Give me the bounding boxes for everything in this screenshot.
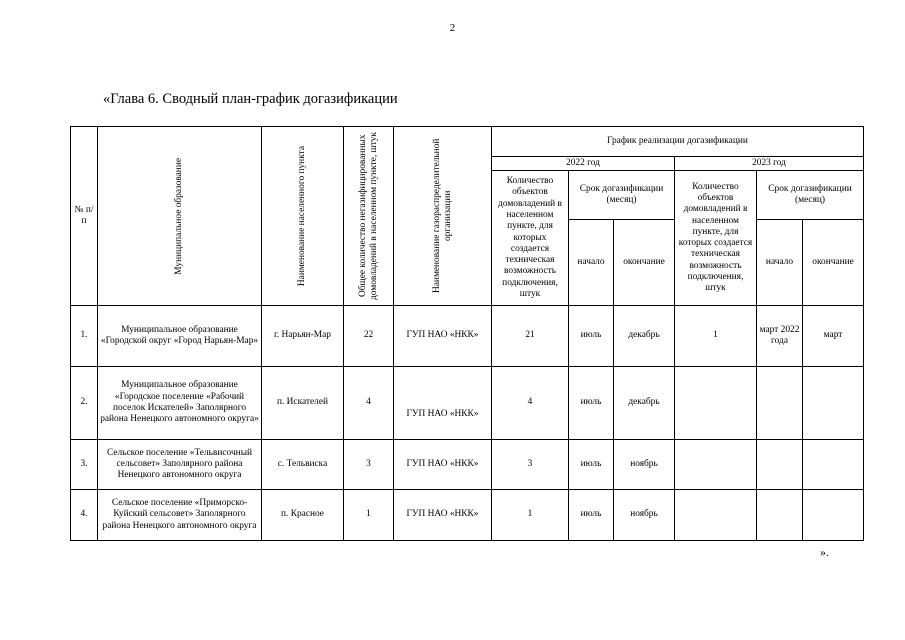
row-num: 4. [71, 490, 98, 541]
row-end-2022: декабрь [614, 306, 675, 367]
header-term-2022: Срок догазификации (месяц) [569, 171, 675, 220]
row-org: ГУП НАО «НКК» [394, 490, 492, 541]
row-start-2023 [757, 367, 803, 440]
row-org: ГУП НАО «НКК» [394, 367, 492, 440]
header-municipality: Муниципальное образование [98, 127, 262, 306]
row-start-2023 [757, 490, 803, 541]
row-org: ГУП НАО «НКК» [394, 440, 492, 490]
table-row [71, 306, 864, 367]
row-settlement: с. Тельвиска [262, 440, 344, 490]
header-count-2023: Количество объектов домовладений в населенном пункте, для которых создается техническая возможность подключения, штук [675, 171, 757, 306]
header-term-2023: Срок догазификации (месяц) [757, 171, 864, 220]
row-start-2022: июль [569, 490, 614, 541]
row-settlement: г. Нарьян-Мар [262, 306, 344, 367]
header-end-2022: окончание [614, 220, 675, 306]
table-row [71, 440, 864, 490]
row-settlement: п. Красное [262, 490, 344, 541]
table-row [71, 490, 864, 541]
row-num: 1. [71, 306, 98, 367]
row-start-2022: июль [569, 367, 614, 440]
header-year-2022: 2022 год [492, 157, 675, 171]
header-total-households: Общее количество негазифицированных домовладений в населенном пункте, штук [344, 127, 394, 306]
row-end-2022: декабрь [614, 367, 675, 440]
header-start-2022: начало [569, 220, 614, 306]
closing-quote: ». [820, 545, 829, 559]
row-end-2022: ноябрь [614, 440, 675, 490]
row-municipality: Сельское поселение «Приморско-Куйский сельсовет» Заполярного района Ненецкого автономного округа [98, 490, 262, 541]
row-count-2023 [675, 440, 757, 490]
row-start-2023: март 2022 года [757, 306, 803, 367]
row-total: 3 [344, 440, 394, 490]
header-schedule: График реализации догазификации [492, 127, 864, 157]
header-settlement: Наименование населенного пункта [262, 127, 344, 306]
chapter-heading: «Глава 6. Сводный план-график догазификации [103, 91, 398, 107]
row-count-2023: 1 [675, 306, 757, 367]
header-gas-org: Наименование газораспределительной организации [394, 127, 492, 306]
row-org: ГУП НАО «НКК» [394, 306, 492, 367]
row-count-2023 [675, 490, 757, 541]
row-total: 1 [344, 490, 394, 541]
row-start-2022: июль [569, 306, 614, 367]
row-count-2022: 1 [492, 490, 569, 541]
row-count-2022: 3 [492, 440, 569, 490]
header-num: № п/п [71, 127, 98, 306]
row-num: 3. [71, 440, 98, 490]
header-count-2022: Количество объектов домовладений в населенном пункте, для которых создается техническая возможность подключения, штук [492, 171, 569, 306]
row-end-2023 [803, 440, 864, 490]
row-end-2023 [803, 490, 864, 541]
header-start-2023: начало [757, 220, 803, 306]
row-count-2022: 4 [492, 367, 569, 440]
row-municipality: Муниципальное образование «Городской округ «Город Нарьян-Мар» [98, 306, 262, 367]
row-count-2022: 21 [492, 306, 569, 367]
row-count-2023 [675, 367, 757, 440]
row-total: 22 [344, 306, 394, 367]
row-total: 4 [344, 367, 394, 440]
row-settlement: п. Искателей [262, 367, 344, 440]
row-end-2022: ноябрь [614, 490, 675, 541]
table-row [71, 367, 864, 440]
row-start-2023 [757, 440, 803, 490]
row-municipality: Сельское поселение «Тельвисочный сельсовет» Заполярного района Ненецкого автономного округа [98, 440, 262, 490]
header-year-2023: 2023 год [675, 157, 864, 171]
page-number: 2 [449, 22, 456, 34]
row-end-2023 [803, 367, 864, 440]
schedule-table [70, 126, 864, 541]
row-start-2022: июль [569, 440, 614, 490]
row-num: 2. [71, 367, 98, 440]
row-end-2023: март [803, 306, 864, 367]
header-end-2023: окончание [803, 220, 864, 306]
row-municipality: Муниципальное образование «Городское поселение «Рабочий поселок Искателей» Заполярного района Ненецкого автономного округа» [98, 367, 262, 440]
